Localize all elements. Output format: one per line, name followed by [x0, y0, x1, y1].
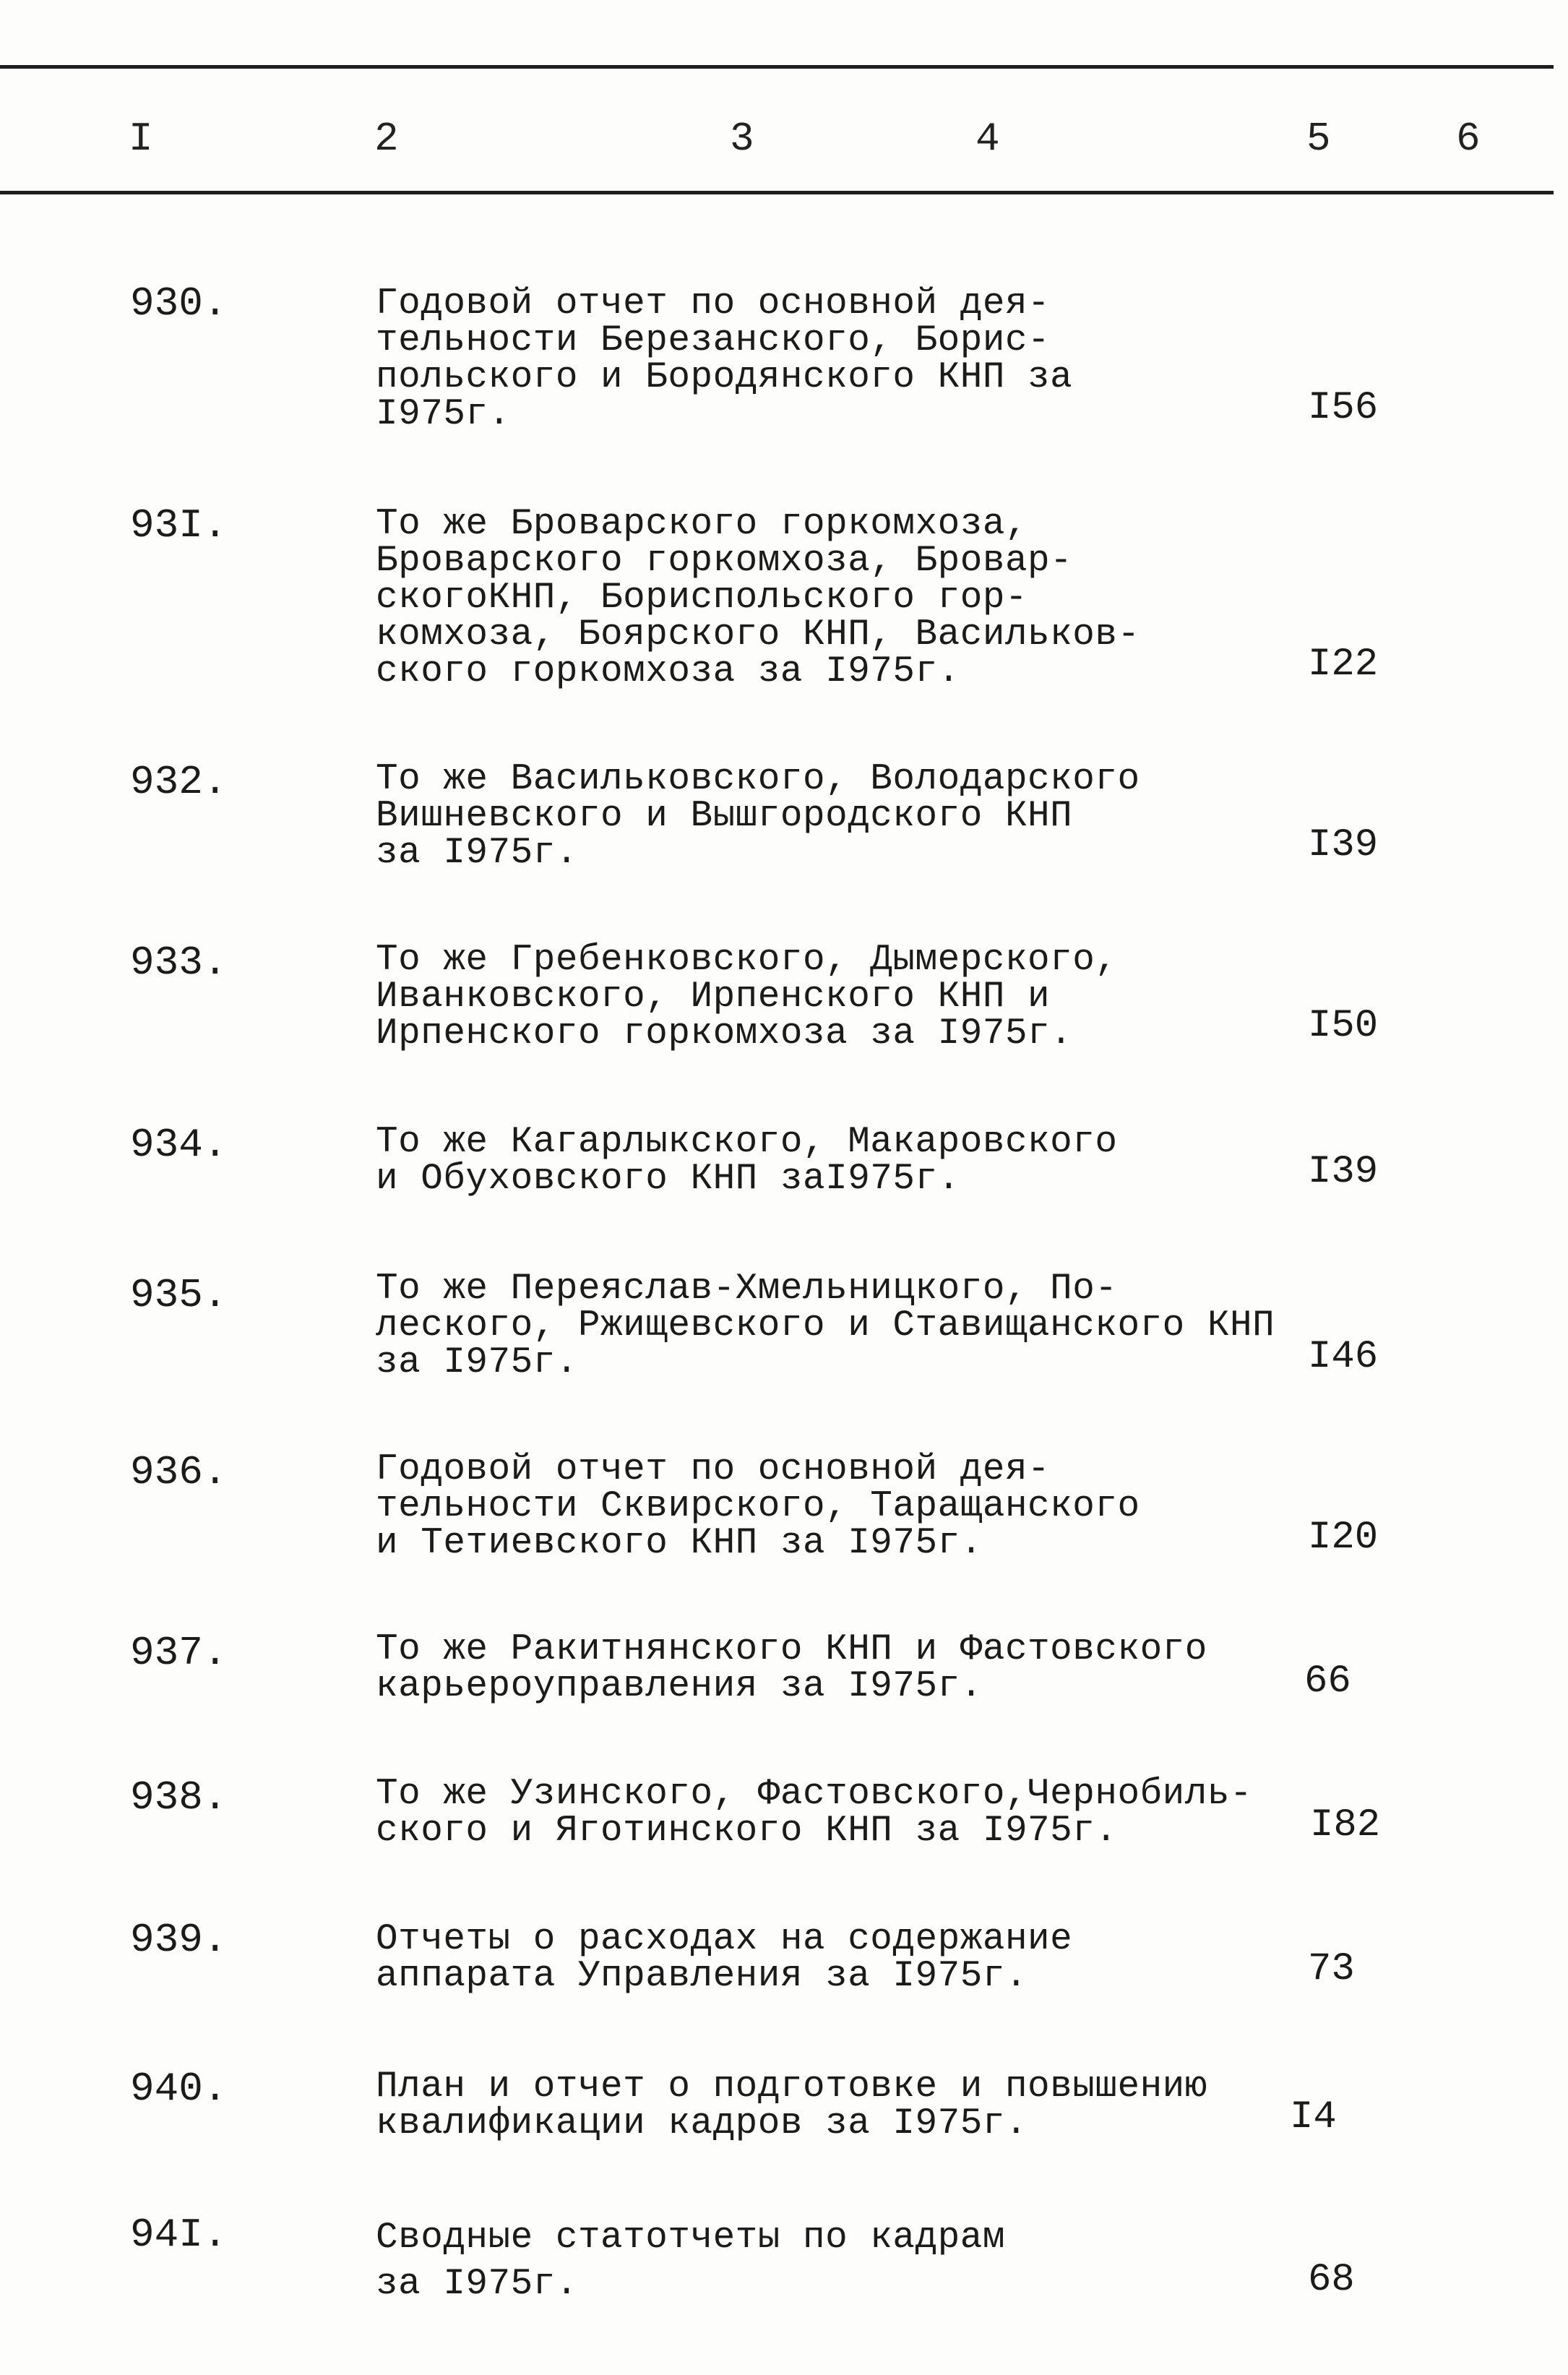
entry-number: 936. — [130, 1449, 228, 1495]
entry-description: То же Переяслав-Хмельницкого, По- леского, Ржищевского и Ставищанского КНП за I975г. — [376, 1268, 1275, 1383]
entry-page-count: I82 — [1310, 1803, 1381, 1847]
entry-page-count: 68 — [1308, 2258, 1355, 2302]
entry-page-count: I46 — [1308, 1335, 1379, 1379]
column-header-1: I — [129, 116, 153, 162]
entry-number: 935. — [130, 1272, 228, 1318]
column-header-4: 4 — [975, 116, 1000, 162]
header-bottom-rule — [0, 191, 1554, 194]
entry-description: То же Броварского горкомхоза, Броварского горкомхоза, Бровар- скогоКНП, Бориспольского гор- комхоза, Боярского КНП, Васильков- ского горкомхоза за I975г. — [376, 504, 1140, 692]
entry-page-count: I39 — [1308, 1150, 1379, 1194]
column-header-3: 3 — [730, 116, 754, 162]
entry-description: То же Васильковского, Володарского Вишневского и Вышгородского КНП за I975г. — [376, 759, 1140, 874]
entry-number: 934. — [130, 1122, 228, 1168]
entry-description: Годовой отчет по основной дея- тельности Березанского, Борис- польского и Бородянского КНП за I975г. — [376, 283, 1073, 435]
column-header-2: 2 — [374, 116, 399, 162]
entry-number: 932. — [130, 759, 228, 805]
entry-page-count: 66 — [1304, 1659, 1351, 1704]
entry-page-count: I20 — [1308, 1516, 1379, 1560]
entry-description: То же Ракитнянского КНП и Фастовского карьероуправления за I975г. — [376, 1629, 1207, 1707]
entry-description: План и отчет о подготовке и повышению квалификации кадров за I975г. — [376, 2066, 1207, 2144]
column-header-5: 5 — [1306, 116, 1331, 162]
column-header-6: 6 — [1456, 116, 1481, 162]
header-top-rule — [0, 65, 1554, 69]
entry-number: 938. — [130, 1774, 228, 1821]
entry-page-count: I39 — [1308, 823, 1379, 867]
entry-description: То же Кагарлыкского, Макаровского и Обуховского КНП заI975г. — [376, 1122, 1118, 1200]
entry-number: 930. — [130, 280, 228, 327]
entry-description: Годовой отчет по основной дея- тельности Сквирского, Таращанского и Тетиевского КНП за I975г. — [376, 1449, 1140, 1564]
entry-number: 93I. — [130, 502, 228, 549]
entry-number: 939. — [130, 1917, 228, 1963]
entry-description: То же Гребенковского, Дымерского, Иванковского, Ирпенского КНП и Ирпенского горкомхоза за I975г. — [376, 940, 1118, 1055]
entry-number: 937. — [130, 1630, 228, 1676]
entry-number: 933. — [130, 940, 228, 986]
entry-description: То же Узинского, Фастовского,Чернобиль- ского и Яготинского КНП за I975г. — [376, 1774, 1253, 1852]
entry-page-count: 73 — [1308, 1947, 1355, 1991]
entry-description: Сводные статотчеты по кадрам за I975г. — [376, 2217, 1005, 2305]
entry-number: 940. — [130, 2066, 228, 2112]
entry-page-count: I22 — [1308, 643, 1379, 687]
entry-page-count: I4 — [1290, 2095, 1337, 2139]
entry-page-count: I50 — [1308, 1004, 1379, 1048]
entry-page-count: I56 — [1308, 386, 1379, 430]
entry-description: Отчеты о расходах на содержание аппарата Управления за I975г. — [376, 1919, 1073, 1997]
entry-number: 94I. — [130, 2212, 228, 2258]
